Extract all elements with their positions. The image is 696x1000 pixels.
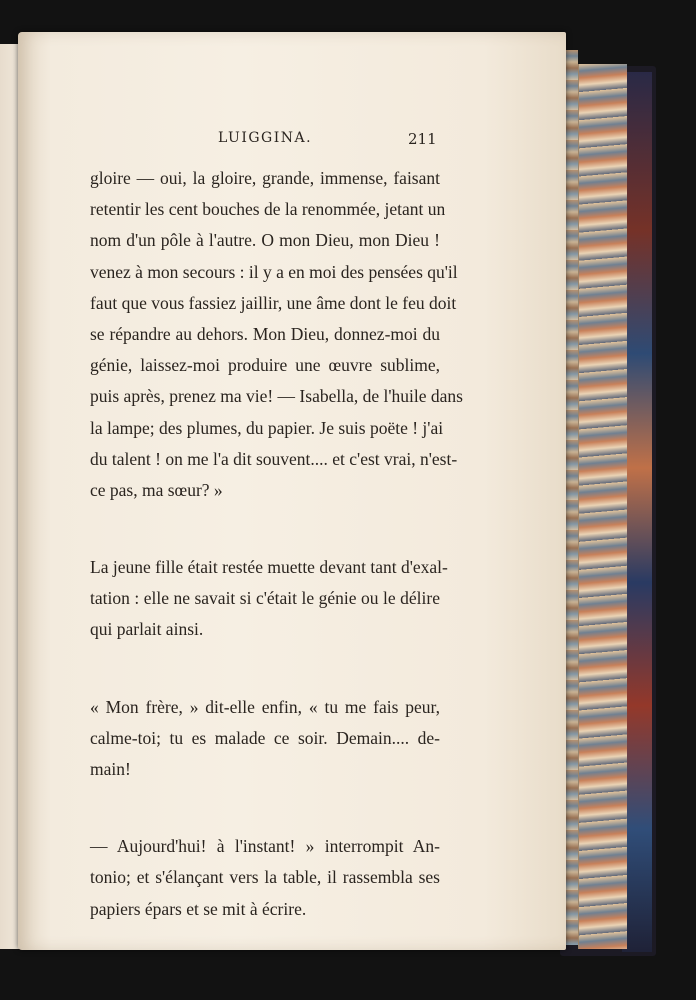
text-line: puis après, prenez ma vie! — Isabella, de l'huile dans xyxy=(90,386,463,407)
text-line: faut que vous fassiez jaillir, une âme dont le feu doit xyxy=(90,292,457,313)
page-number: 211 xyxy=(408,130,437,148)
text-line: gloire — oui, la gloire, grande, immense, faisant xyxy=(90,168,440,188)
text-line: main! xyxy=(90,759,131,779)
text-line: qui parlait ainsi. xyxy=(90,619,204,640)
text-line: du talent ! on me l'a dit souvent.... et c'est vrai, n'est- xyxy=(90,448,458,469)
text-line: — Aujourd'hui! à l'instant! » interrompit An- xyxy=(90,836,440,857)
text-line: nom d'un pôle à l'autre. O mon Dieu, mon Dieu ! xyxy=(90,230,440,251)
marbled-page-edges xyxy=(578,64,627,949)
body-text xyxy=(90,163,463,925)
running-head xyxy=(0,130,696,150)
paragraph xyxy=(90,163,463,506)
text-line: génie, laissez-moi produire une œuvre sublime, xyxy=(90,355,440,376)
text-line: « Mon frère, » dit-elle enfin, « tu me fais peur, xyxy=(90,696,440,717)
text-line: tation : elle ne savait si c'était le génie ou le délire xyxy=(90,588,440,609)
text-line: papiers épars et se mit à écrire. xyxy=(90,898,307,919)
paragraph xyxy=(90,831,440,925)
text-line: la lampe; des plumes, du papier. Je suis poëte ! j'ai xyxy=(90,417,444,438)
text-line: ce pas, ma sœur? » xyxy=(90,479,223,500)
paragraph xyxy=(90,692,440,786)
text-line: tonio; et s'élançant vers la table, il rassembla ses xyxy=(90,867,440,888)
text-line: se répandre au dehors. Mon Dieu, donnez-moi du xyxy=(90,323,440,344)
paragraph xyxy=(90,552,448,646)
running-head-title: LUIGGINA. xyxy=(218,130,313,146)
text-line: retentir les cent bouches de la renommée, jetant un xyxy=(90,199,446,220)
text-line: venez à mon secours : il y a en moi des pensées qu'il xyxy=(90,261,458,282)
text-line: calme-toi; tu es malade ce soir. Demain.... de- xyxy=(90,727,440,748)
text-line: La jeune fille était restée muette devant tant d'exal- xyxy=(90,557,448,578)
